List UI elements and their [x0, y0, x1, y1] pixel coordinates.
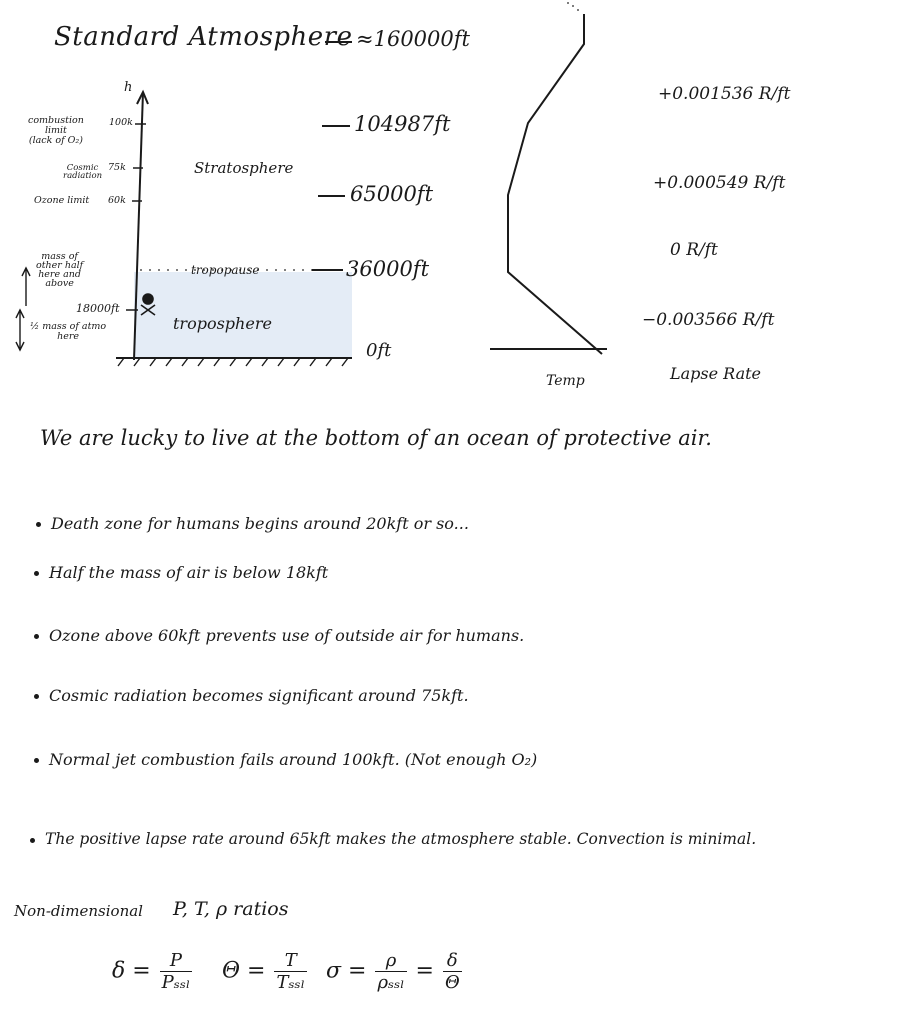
sigma-numerator-2: δ — [443, 950, 462, 972]
lapse-rate-tropo: −0.003566 R/ft — [642, 310, 775, 330]
lapse-rate-upper: +0.001536 R/ft — [658, 84, 791, 104]
ozone-limit-label: Ozone limit — [34, 195, 90, 206]
nondimensional-heading: Non-dimensional — [14, 902, 143, 920]
tropopause-label: tropopause — [191, 263, 260, 277]
sigma-formula: σ = $\frac{\rho}{\text{ρₛₛₗ}}$ = $\frac{\delta}{\Theta}$ — [326, 950, 460, 993]
altitude-104k-label: 104987ft — [354, 112, 451, 136]
delta-denominator: Pₛₛₗ — [161, 972, 191, 993]
tick-18000-label: 18000ft — [76, 302, 120, 315]
list-item: Cosmic radiation becomes significant around 75kft. — [34, 686, 469, 705]
altitude-160k-label: ≈160000ft — [356, 27, 470, 51]
altitude-36k-label: 36000ft — [346, 257, 430, 281]
tick-75k-label: 75k — [108, 162, 126, 173]
lapse-rate-strato: +0.000549 R/ft — [653, 173, 786, 193]
h-axis-label: h — [124, 80, 133, 95]
diagram-title: Standard Atmosphere — [54, 22, 353, 52]
list-item: Normal jet combustion fails around 100kft. (Not enough O₂) — [34, 750, 537, 769]
mass-above-label: mass of other half here and above — [36, 251, 84, 289]
ratio-variables: P, T, ρ ratios — [173, 898, 289, 920]
list-item: The positive lapse rate around 65kft makes the atmosphere stable. Convection is minimal. — [30, 830, 756, 848]
delta-symbol: δ — [112, 958, 126, 984]
delta-numerator: P — [160, 950, 193, 972]
sigma-denominator-2: Θ — [444, 972, 460, 993]
list-item: Half the mass of air is below 18kft — [34, 563, 328, 582]
altitude-0-label: 0ft — [366, 340, 392, 361]
theta-symbol: Θ — [222, 958, 241, 984]
theta-numerator: T — [274, 950, 307, 972]
altitude-65k-label: 65000ft — [350, 182, 434, 206]
temperature-profile — [508, 14, 602, 354]
theta-formula: Θ = $\frac{T}{\text{Tₛₛₗ}}$ — [222, 950, 305, 993]
lapse-rate-header: Lapse Rate — [670, 364, 762, 383]
troposphere-label: troposphere — [173, 314, 272, 333]
sigma-denominator: ρₛₛₗ — [377, 972, 405, 993]
list-item: Death zone for humans begins around 20kft or so... — [36, 514, 469, 533]
delta-formula: δ = $\frac{P}{\text{Pₛₛₗ}}$ — [112, 950, 191, 993]
tick-100k-label: 100k — [109, 117, 133, 128]
temp-axis-label: Temp — [546, 373, 585, 389]
list-item: Ozone above 60kft prevents use of outside air for humans. — [34, 626, 524, 645]
mass-below-label: ½ mass of atmo here — [30, 321, 107, 342]
cosmic-radiation-label: Cosmic radiation — [63, 163, 103, 181]
atmosphere-diagram — [0, 0, 914, 420]
lapse-rate-isothermal: 0 R/ft — [670, 240, 718, 260]
tick-60k-label: 60k — [108, 195, 126, 206]
stratosphere-label: Stratosphere — [194, 159, 294, 177]
sigma-numerator: ρ — [375, 950, 406, 972]
theta-denominator: Tₛₛₗ — [276, 972, 305, 993]
sigma-symbol: σ — [326, 958, 342, 984]
combustion-limit-label: combustion limit (lack of O₂) — [28, 115, 84, 146]
tagline: We are lucky to live at the bottom of an ocean of protective air. — [40, 426, 712, 450]
ground-hatches — [118, 358, 348, 366]
temperature-profile-dots — [567, 2, 579, 11]
